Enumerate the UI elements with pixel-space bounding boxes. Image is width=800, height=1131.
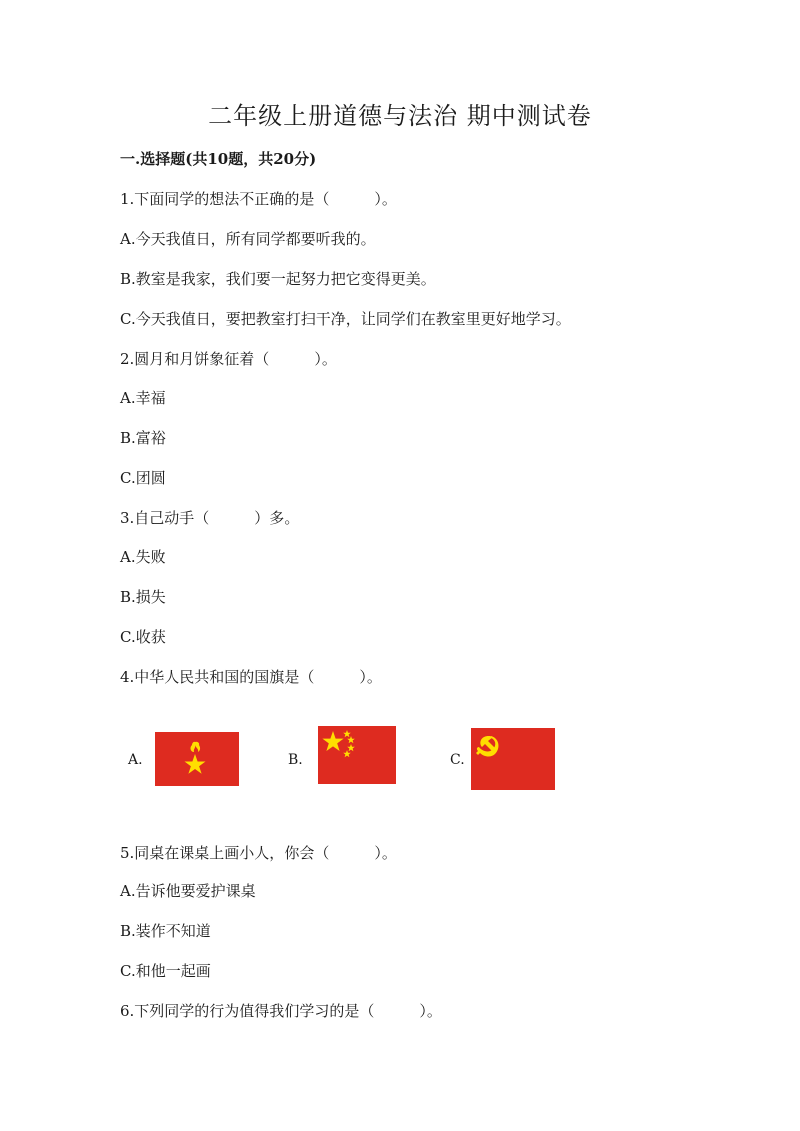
question-5-option-c: C.和他一起画 (120, 962, 211, 980)
question-6-stem: 6.下列同学的行为值得我们学习的是（ ）。 (120, 1002, 442, 1020)
question-3-option-b: B.损失 (120, 588, 166, 606)
question-2-option-c: C.团圆 (120, 469, 166, 487)
question-2-option-b: B.富裕 (120, 429, 166, 447)
question-3-stem: 3.自己动手（ ）多。 (120, 509, 300, 527)
section-heading: 一.选择题(共10题，共20分) (120, 150, 317, 168)
question-1-stem: 1.下面同学的想法不正确的是（ ）。 (120, 190, 397, 208)
question-3-option-a: A.失败 (120, 548, 166, 566)
young-pioneers-flag-icon (155, 732, 239, 786)
question-2-stem: 2.圆月和月饼象征着（ ）。 (120, 350, 337, 368)
flag-option-b-label: B. (288, 752, 303, 768)
question-1-option-b: B.教室是我家，我们要一起努力把它变得更美。 (120, 270, 436, 288)
flag-option-c-label: C. (450, 752, 465, 768)
page-title: 二年级上册道德与法治 期中测试卷 (208, 102, 592, 130)
flag-option-a-label: A. (128, 752, 143, 768)
question-4-flag-options (120, 726, 680, 796)
question-2-option-a: A.幸福 (120, 389, 166, 407)
question-5-stem: 5.同桌在课桌上画小人，你会（ ）。 (120, 844, 397, 862)
question-5-option-b: B.装作不知道 (120, 922, 211, 940)
question-5-option-a: A.告诉他要爱护课桌 (120, 882, 256, 900)
question-4-stem: 4.中华人民共和国的国旗是（ ）。 (120, 668, 382, 686)
question-1-option-c: C.今天我值日，要把教室打扫干净，让同学们在教室里更好地学习。 (120, 310, 571, 328)
five-star-red-flag-icon (318, 726, 396, 784)
question-3-option-c: C.收获 (120, 628, 166, 646)
party-flag-icon (471, 728, 555, 790)
question-1-option-a: A.今天我值日，所有同学都要听我的。 (120, 230, 376, 248)
